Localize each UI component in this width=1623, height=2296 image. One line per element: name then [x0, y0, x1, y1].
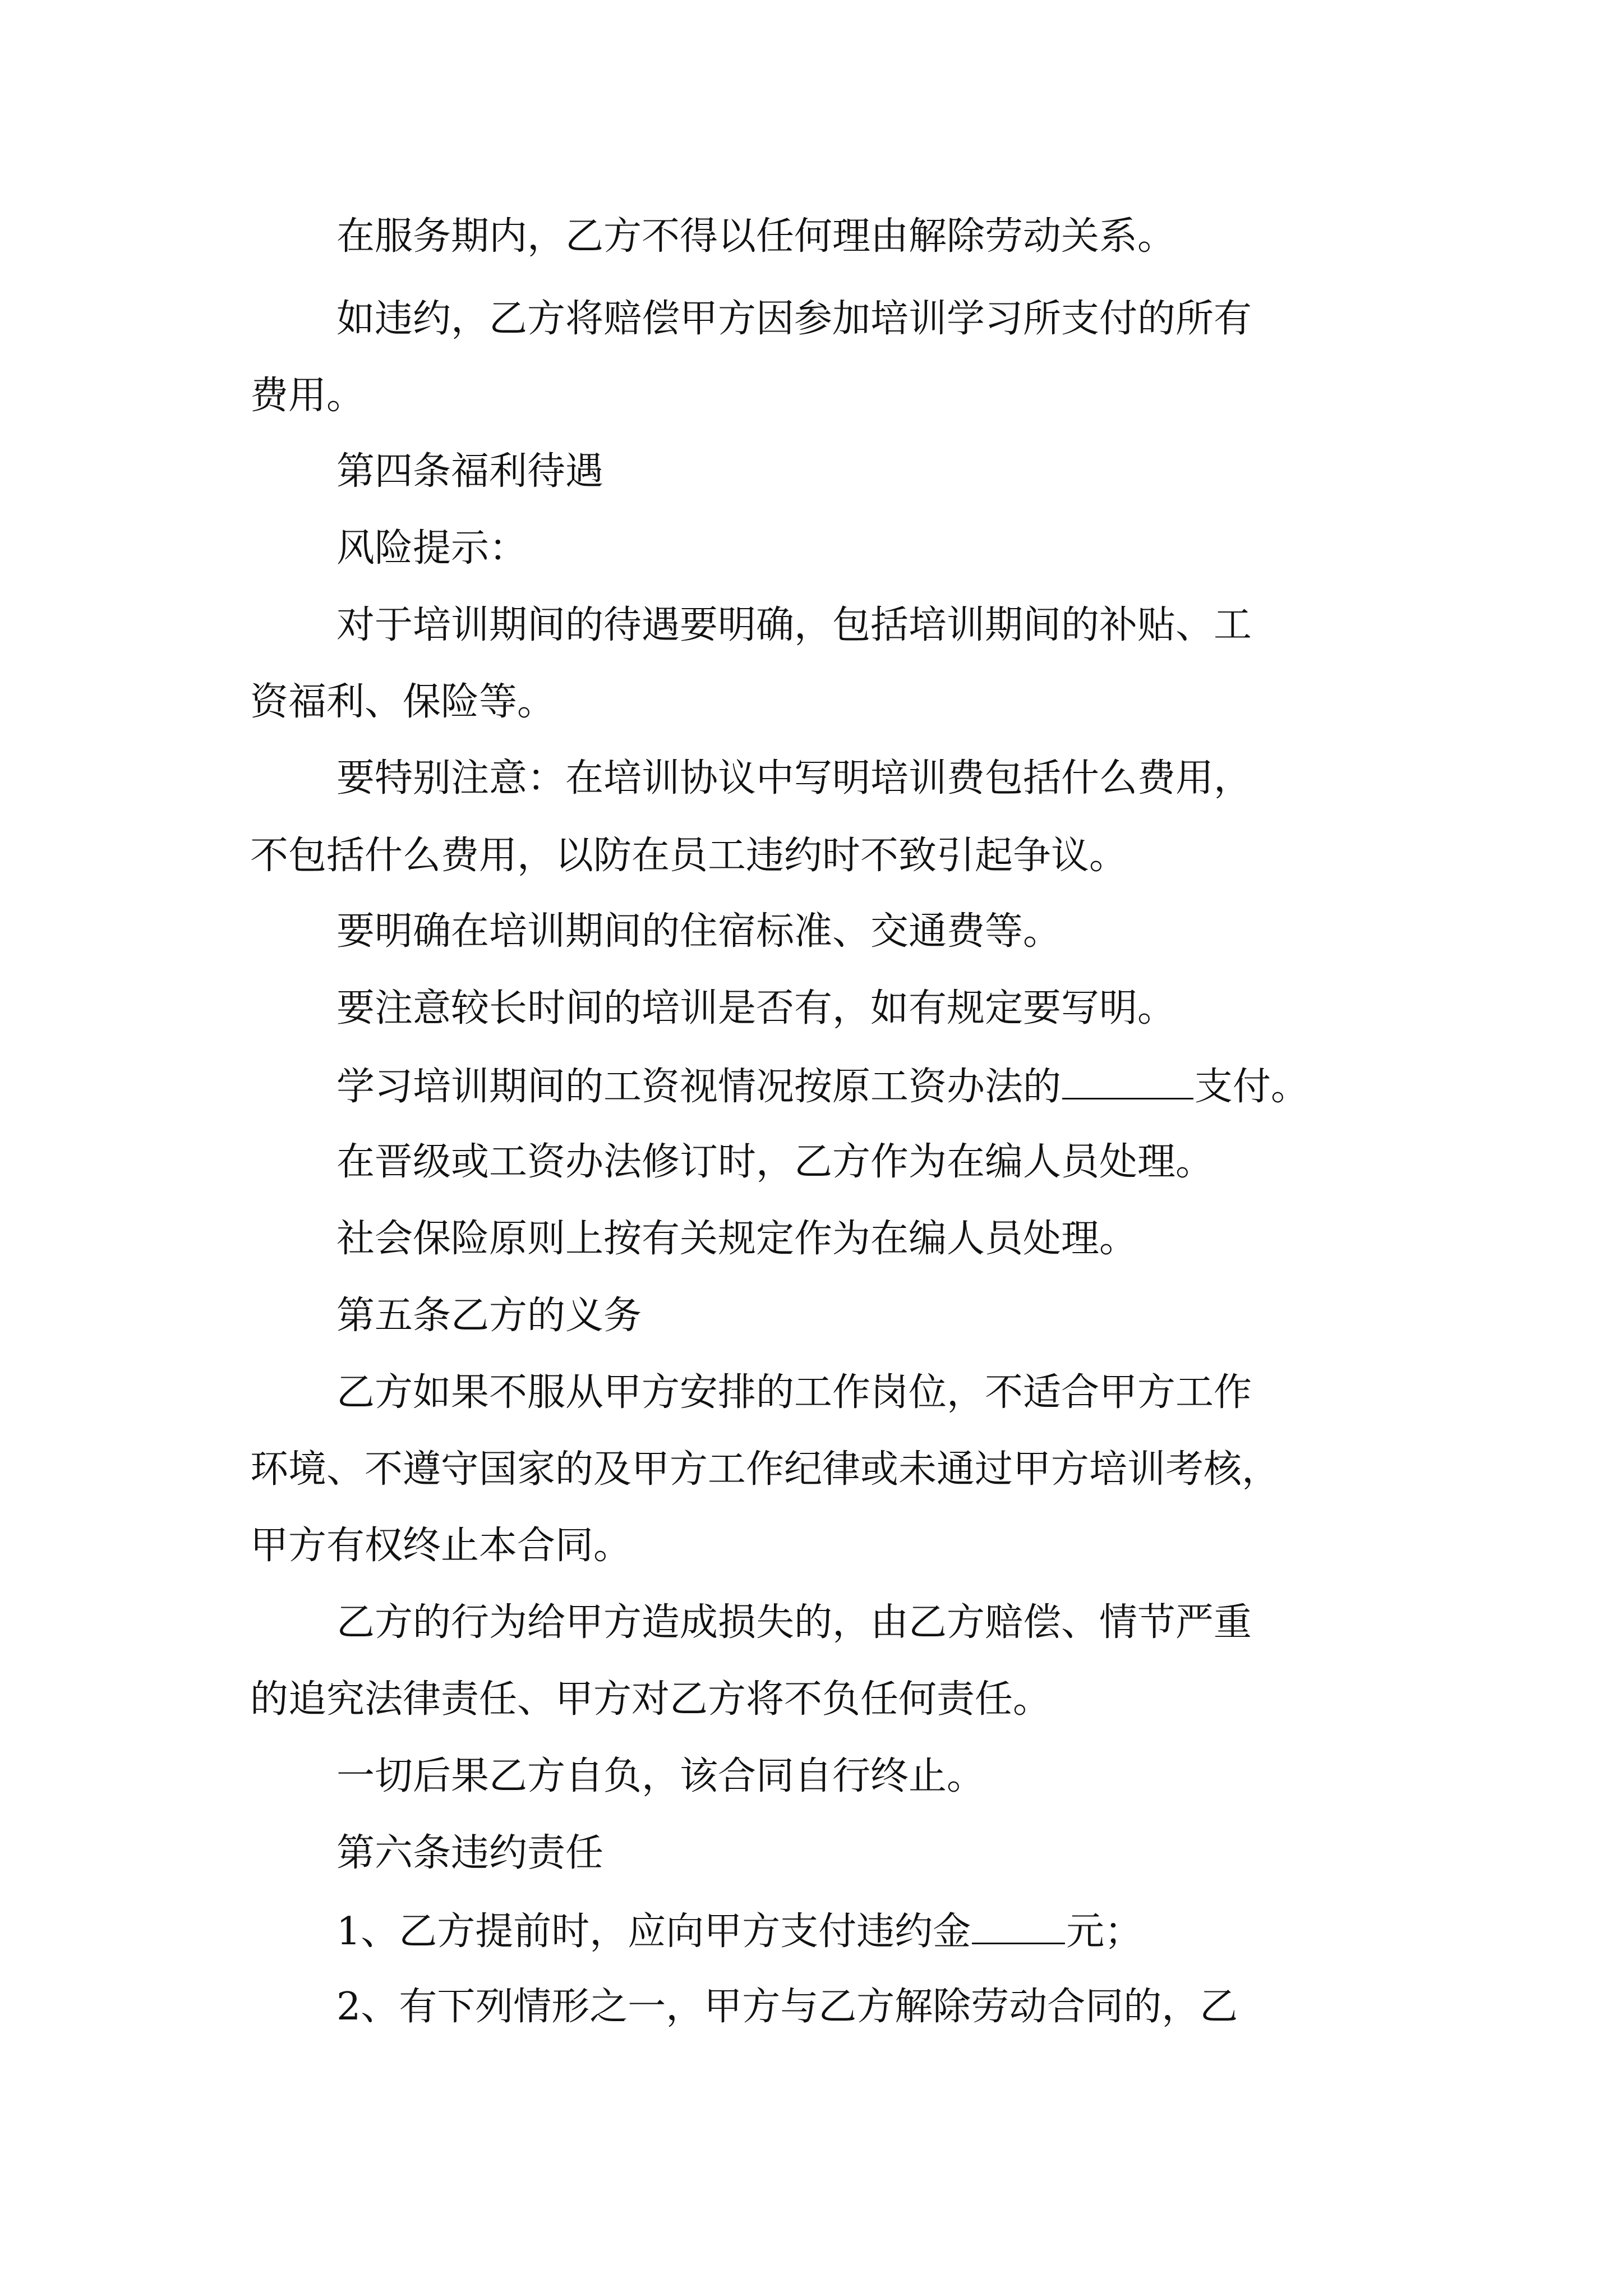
- paragraph-line: 要注意较长时间的培训是否有，如有规定要写明。: [336, 986, 1176, 1030]
- paragraph-line: 社会保险原则上按有关规定作为在编人员处理。: [336, 1217, 1138, 1261]
- fill-in-blank: [1062, 1066, 1193, 1099]
- paragraph-line: 在服务期内，乙方不得以任何理由解除劳动关系。: [336, 214, 1176, 259]
- paragraph-line: 一切后果乙方自负，该合同自行终止。: [336, 1754, 985, 1798]
- paragraph-line: 资福利、保险等。: [250, 680, 556, 724]
- paragraph-line: 要特别注意：在培训协议中写明培训费包括什么费用，: [336, 756, 1252, 800]
- paragraph-line: 甲方有权终止本合同。: [250, 1524, 632, 1568]
- section-heading: 第六条违约责任: [336, 1831, 604, 1875]
- paragraph-line: 如违约，乙方将赔偿甲方因参加培训学习所支付的所有: [336, 297, 1252, 341]
- paragraph-line: 在晋级或工资办法修订时，乙方作为在编人员处理。: [336, 1140, 1214, 1184]
- line-text: 元；: [1066, 1910, 1143, 1954]
- paragraph-line: [336, 1065, 1310, 1109]
- paragraph-line: 费用。: [250, 374, 365, 418]
- fill-in-blank: [972, 1911, 1065, 1944]
- paragraph-line: [336, 1910, 1143, 1954]
- paragraph-line: 乙方如果不服从甲方安排的工作岗位，不适合甲方工作: [336, 1370, 1252, 1415]
- line-text: 1、乙方提前时，应向甲方支付违约金: [336, 1910, 971, 1954]
- paragraph-line: 2、有下列情形之一，甲方与乙方解除劳动合同的，乙: [336, 1985, 1238, 2029]
- line-text: 学习培训期间的工资视情况按原工资办法的: [336, 1065, 1062, 1109]
- paragraph-line: 对于培训期间的待遇要明确，包括培训期间的补贴、工: [336, 603, 1252, 647]
- paragraph-line: 环境、不遵守国家的及甲方工作纪律或未通过甲方培训考核，: [250, 1447, 1280, 1492]
- line-text: 支付。: [1195, 1065, 1310, 1109]
- paragraph-line: 乙方的行为给甲方造成损失的，由乙方赔偿、情节严重: [336, 1600, 1252, 1645]
- section-heading: 第四条福利待遇: [336, 449, 604, 494]
- paragraph-line: 的追究法律责任、甲方对乙方将不负任何责任。: [250, 1677, 1052, 1722]
- paragraph-line: 不包括什么费用，以防在员工违约时不致引起争议。: [250, 834, 1128, 878]
- section-heading: 第五条乙方的义务: [336, 1294, 642, 1338]
- risk-tip-heading: 风险提示：: [336, 526, 528, 570]
- paragraph-line: 要明确在培训期间的住宿标准、交通费等。: [336, 909, 1062, 954]
